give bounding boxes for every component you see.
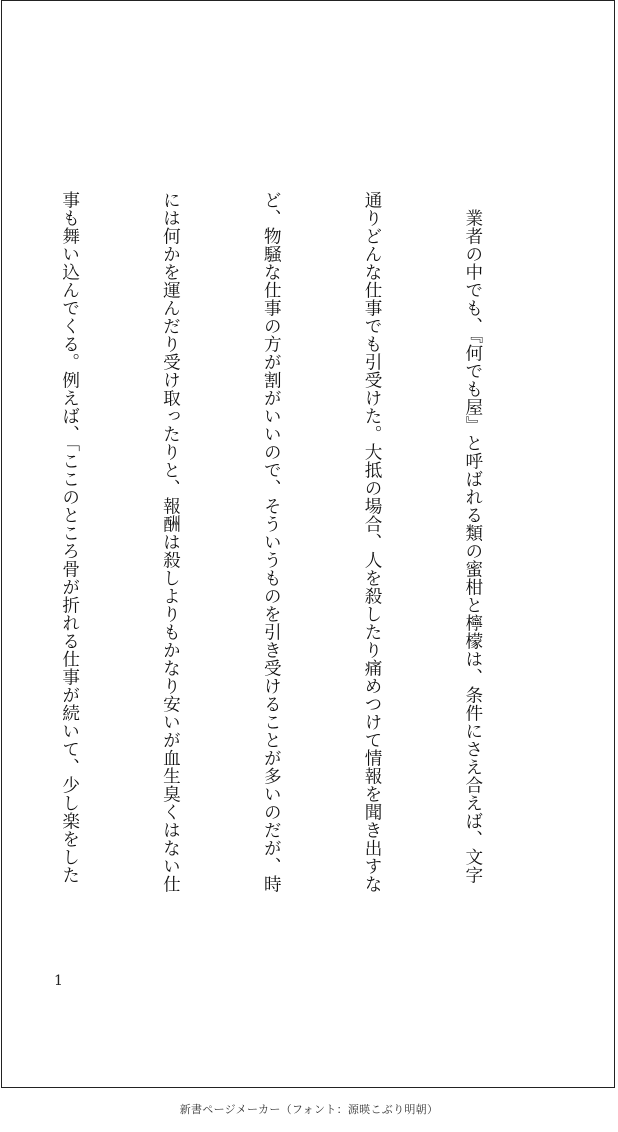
text-line: 業者の中でも、『何でも屋』と呼ばれる類の蜜柑と檸檬は、条件にさえ合えば、文字 <box>462 191 483 885</box>
footer-credit: 新書ページメーカー（フォント：源暎こぶり明朝） <box>179 1103 439 1116</box>
book-page <box>1 0 615 1088</box>
text-line: ど、物騒な仕事の方が割がいいので、そういうものを引き受けることが多いのだが、時 <box>261 191 282 893</box>
text-line: には何かを運んだり受け取ったりと、報酬は殺しよりもかなり安いが血生臭くはない仕 <box>160 191 181 893</box>
vertical-text-block <box>0 191 556 951</box>
text-line: 通りどんな仕事でも引受けた。大抵の場合、人を殺したり痛めつけて情報を聞き出すな <box>362 191 383 893</box>
page-number: 1 <box>54 973 63 989</box>
text-line: 事も舞い込んでくる。例えば、「ここのところ骨が折れる仕事が続いて、少し楽をした <box>59 191 80 885</box>
